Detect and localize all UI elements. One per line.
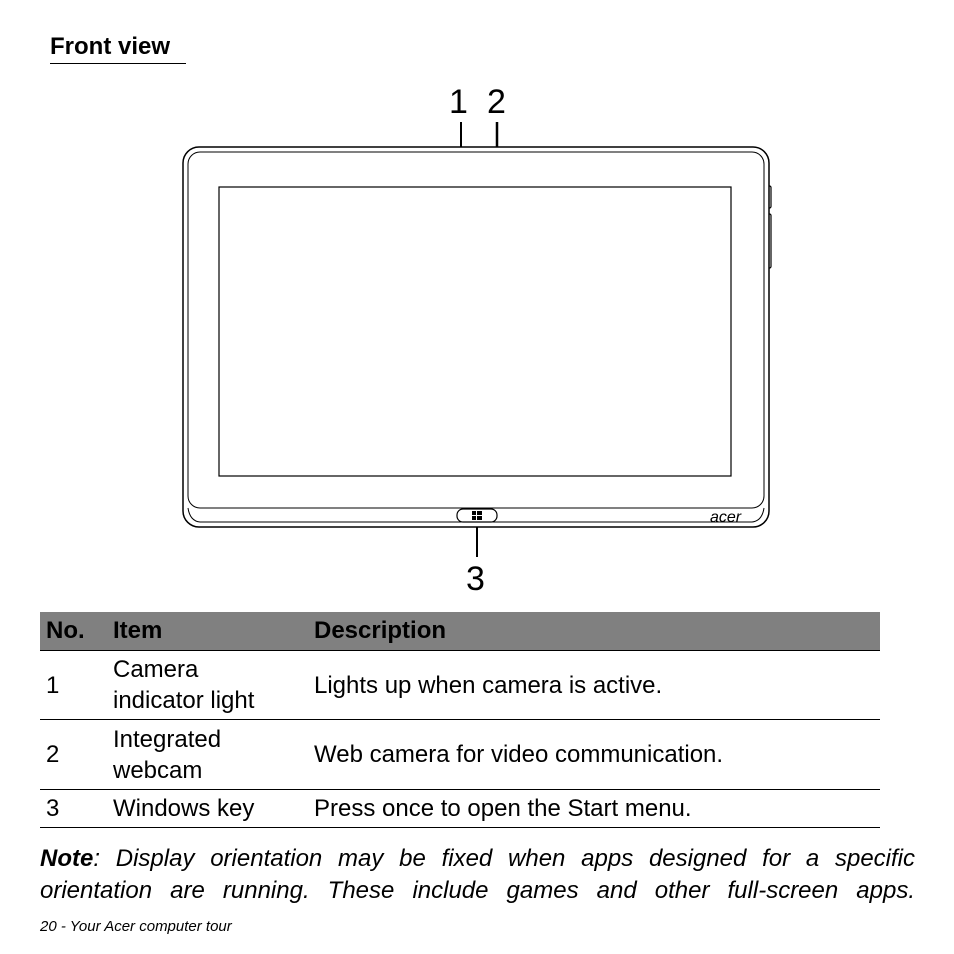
- table-row: [40, 720, 880, 790]
- row-description: Web camera for video communication.: [308, 720, 880, 790]
- header-item: Item: [107, 612, 308, 651]
- header-no: No.: [40, 612, 107, 651]
- callout-3: 3: [466, 560, 485, 598]
- table-row: [40, 790, 880, 828]
- header-description: Description: [308, 612, 880, 651]
- tablet-screen: [219, 187, 731, 476]
- note-text-1: : Display orientation may be fixed when apps designed for a specific: [93, 845, 915, 872]
- note-line-1: [40, 843, 915, 875]
- table-header-row: [40, 612, 880, 651]
- acer-logo: acer: [710, 509, 742, 526]
- row-no: 3: [40, 790, 107, 828]
- section-title: Front view: [50, 33, 186, 64]
- note-paragraph: [40, 843, 915, 907]
- row-description: Lights up when camera is active.: [308, 651, 880, 720]
- row-no: 2: [40, 720, 107, 790]
- component-table: [40, 612, 880, 828]
- windows-key: [457, 509, 497, 522]
- row-description: Press once to open the Start menu.: [308, 790, 880, 828]
- note-line-2: orientation are running. These include games and other full-screen apps.: [40, 877, 915, 904]
- callout-2: 2: [487, 83, 506, 121]
- row-no: 1: [40, 651, 107, 720]
- callout-1: 1: [449, 83, 468, 121]
- page-footer: 20 - Your Acer computer tour: [40, 918, 232, 935]
- row-item: [107, 651, 308, 720]
- table-row: [40, 651, 880, 720]
- row-item: Windows key: [107, 790, 308, 828]
- note-label: Note: [40, 845, 94, 872]
- row-item-line1: Integrated: [113, 725, 222, 753]
- row-item-line1: Camera: [113, 656, 199, 683]
- row-item-line2: webcam: [113, 756, 203, 784]
- row-item-line2: indicator light: [113, 687, 255, 714]
- row-item: [107, 720, 308, 790]
